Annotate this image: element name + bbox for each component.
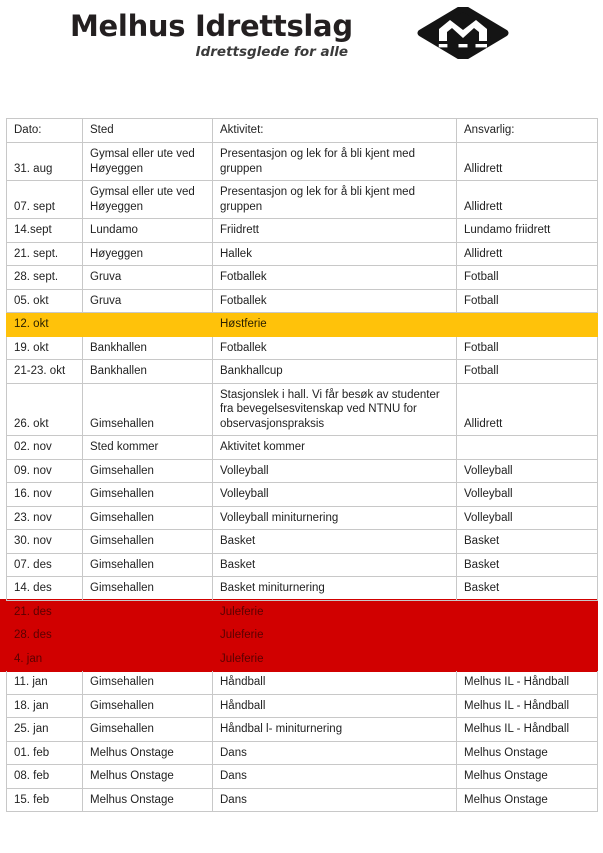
cell-place: Gimsehallen [83,483,213,507]
cell-place: Gimsehallen [83,553,213,577]
table-row [7,647,598,671]
column-header-responsible: Ansvarlig: [457,119,598,143]
cell-activity: Håndbal l- miniturnering [213,718,457,742]
cell-date: 21. des [7,600,83,624]
table-row [7,624,598,648]
cell-date: 01. feb [7,741,83,765]
table-row [7,336,598,360]
cell-place: Gimsehallen [83,506,213,530]
cell-responsible: Melhus Onstage [457,765,598,789]
cell-date: 18. jan [7,694,83,718]
table-row [7,553,598,577]
cell-activity: Presentasjon og lek for å bli kjent med gruppen [213,143,457,181]
cell-responsible: Fotball [457,360,598,384]
cell-activity: Juleferie [213,647,457,671]
cell-activity: Aktivitet kommer [213,436,457,460]
cell-place: Melhus Onstage [83,741,213,765]
cell-place: Gruva [83,266,213,290]
cell-responsible: Lundamo friidrett [457,219,598,243]
cell-date: 21. sept. [7,242,83,266]
cell-place: Gimsehallen [83,577,213,601]
table-row [7,289,598,313]
cell-responsible [457,313,598,337]
cell-activity: Presentasjon og lek for å bli kjent med gruppen [213,181,457,219]
table-row [7,718,598,742]
cell-place: Gimsehallen [83,671,213,695]
cell-date: 31. aug [7,143,83,181]
cell-activity: Basket miniturnering [213,577,457,601]
cell-date: 15. feb [7,788,83,812]
table-row [7,741,598,765]
cell-place [83,600,213,624]
cell-responsible: Basket [457,577,598,601]
cell-responsible: Allidrett [457,383,598,436]
cell-place: Melhus Onstage [83,765,213,789]
cell-activity: Volleyball [213,483,457,507]
cell-responsible [457,436,598,460]
cell-place: Gimsehallen [83,530,213,554]
table-row [7,360,598,384]
cell-responsible: Basket [457,553,598,577]
cell-responsible: Melhus IL - Håndball [457,671,598,695]
cell-date: 25. jan [7,718,83,742]
cell-date: 11. jan [7,671,83,695]
cell-date: 28. sept. [7,266,83,290]
cell-activity: Friidrett [213,219,457,243]
cell-activity: Basket [213,553,457,577]
cell-activity: Fotballek [213,266,457,290]
cell-place: Gimsehallen [83,694,213,718]
cell-date: 12. okt [7,313,83,337]
cell-activity: Stasjonslek i hall. Vi får besøk av studenter fra bevegelsesvitenskap ved NTNU for observasjonspraksis [213,383,457,436]
cell-place: Gimsehallen [83,459,213,483]
cell-date: 28. des [7,624,83,648]
cell-date: 14. des [7,577,83,601]
cell-date: 26. okt [7,383,83,436]
table-row [7,483,598,507]
cell-responsible: Melhus Onstage [457,741,598,765]
cell-activity: Håndball [213,671,457,695]
cell-place: Melhus Onstage [83,788,213,812]
table-row [7,313,598,337]
document-header [0,0,603,108]
activity-schedule [6,118,597,812]
cell-responsible: Fotball [457,289,598,313]
cell-place: Gruva [83,289,213,313]
cell-place: Gymsal eller ute ved Høyeggen [83,143,213,181]
column-header-place: Sted [83,119,213,143]
cell-responsible: Basket [457,530,598,554]
cell-place [83,647,213,671]
cell-activity: Høstferie [213,313,457,337]
melhus-il-diamond-logo-icon [417,7,509,59]
cell-activity: Volleyball miniturnering [213,506,457,530]
cell-date: 23. nov [7,506,83,530]
cell-date: 16. nov [7,483,83,507]
cell-place [83,624,213,648]
table-row [7,219,598,243]
cell-responsible [457,647,598,671]
cell-responsible: Volleyball [457,459,598,483]
table-row [7,436,598,460]
table-row [7,383,598,436]
cell-responsible: Volleyball [457,483,598,507]
table-row [7,459,598,483]
cell-date: 07. des [7,553,83,577]
cell-activity: Bankhallcup [213,360,457,384]
cell-responsible [457,600,598,624]
cell-activity: Dans [213,741,457,765]
cell-place [83,313,213,337]
cell-responsible: Allidrett [457,143,598,181]
table-row [7,181,598,219]
organization-title: Melhus Idrettslag [70,9,353,43]
cell-responsible: Melhus IL - Håndball [457,718,598,742]
organization-tagline: Idrettsglede for alle [195,44,348,60]
cell-place: Høyeggen [83,242,213,266]
cell-responsible: Melhus IL - Håndball [457,694,598,718]
table-row [7,143,598,181]
table-row [7,242,598,266]
table-row [7,600,598,624]
cell-place: Gymsal eller ute ved Høyeggen [83,181,213,219]
cell-activity: Fotballek [213,289,457,313]
cell-responsible: Allidrett [457,181,598,219]
table-row [7,266,598,290]
cell-date: 21-23. okt [7,360,83,384]
cell-activity: Fotballek [213,336,457,360]
cell-activity: Volleyball [213,459,457,483]
cell-responsible: Fotball [457,266,598,290]
cell-place: Bankhallen [83,336,213,360]
cell-place: Sted kommer [83,436,213,460]
brand-block [70,9,353,60]
table-row [7,530,598,554]
cell-date: 08. feb [7,765,83,789]
cell-date: 14.sept [7,219,83,243]
cell-place: Gimsehallen [83,718,213,742]
table-header-row [7,119,598,143]
column-header-activity: Aktivitet: [213,119,457,143]
cell-date: 30. nov [7,530,83,554]
table-row [7,671,598,695]
table-row [7,506,598,530]
schedule-table [6,118,598,812]
table-row [7,788,598,812]
cell-responsible: Melhus Onstage [457,788,598,812]
table-row [7,765,598,789]
cell-responsible: Fotball [457,336,598,360]
cell-date: 05. okt [7,289,83,313]
table-row [7,694,598,718]
cell-activity: Juleferie [213,624,457,648]
cell-date: 19. okt [7,336,83,360]
cell-place: Bankhallen [83,360,213,384]
column-header-date: Dato: [7,119,83,143]
cell-activity: Dans [213,765,457,789]
cell-responsible: Allidrett [457,242,598,266]
cell-place: Gimsehallen [83,383,213,436]
cell-place: Lundamo [83,219,213,243]
cell-activity: Dans [213,788,457,812]
cell-date: 07. sept [7,181,83,219]
schedule-table-body [7,143,598,812]
cell-activity: Juleferie [213,600,457,624]
cell-date: 09. nov [7,459,83,483]
table-row [7,577,598,601]
cell-date: 4. jan [7,647,83,671]
cell-activity: Basket [213,530,457,554]
cell-date: 02. nov [7,436,83,460]
cell-activity: Hallek [213,242,457,266]
cell-activity: Håndball [213,694,457,718]
cell-responsible [457,624,598,648]
cell-responsible: Volleyball [457,506,598,530]
